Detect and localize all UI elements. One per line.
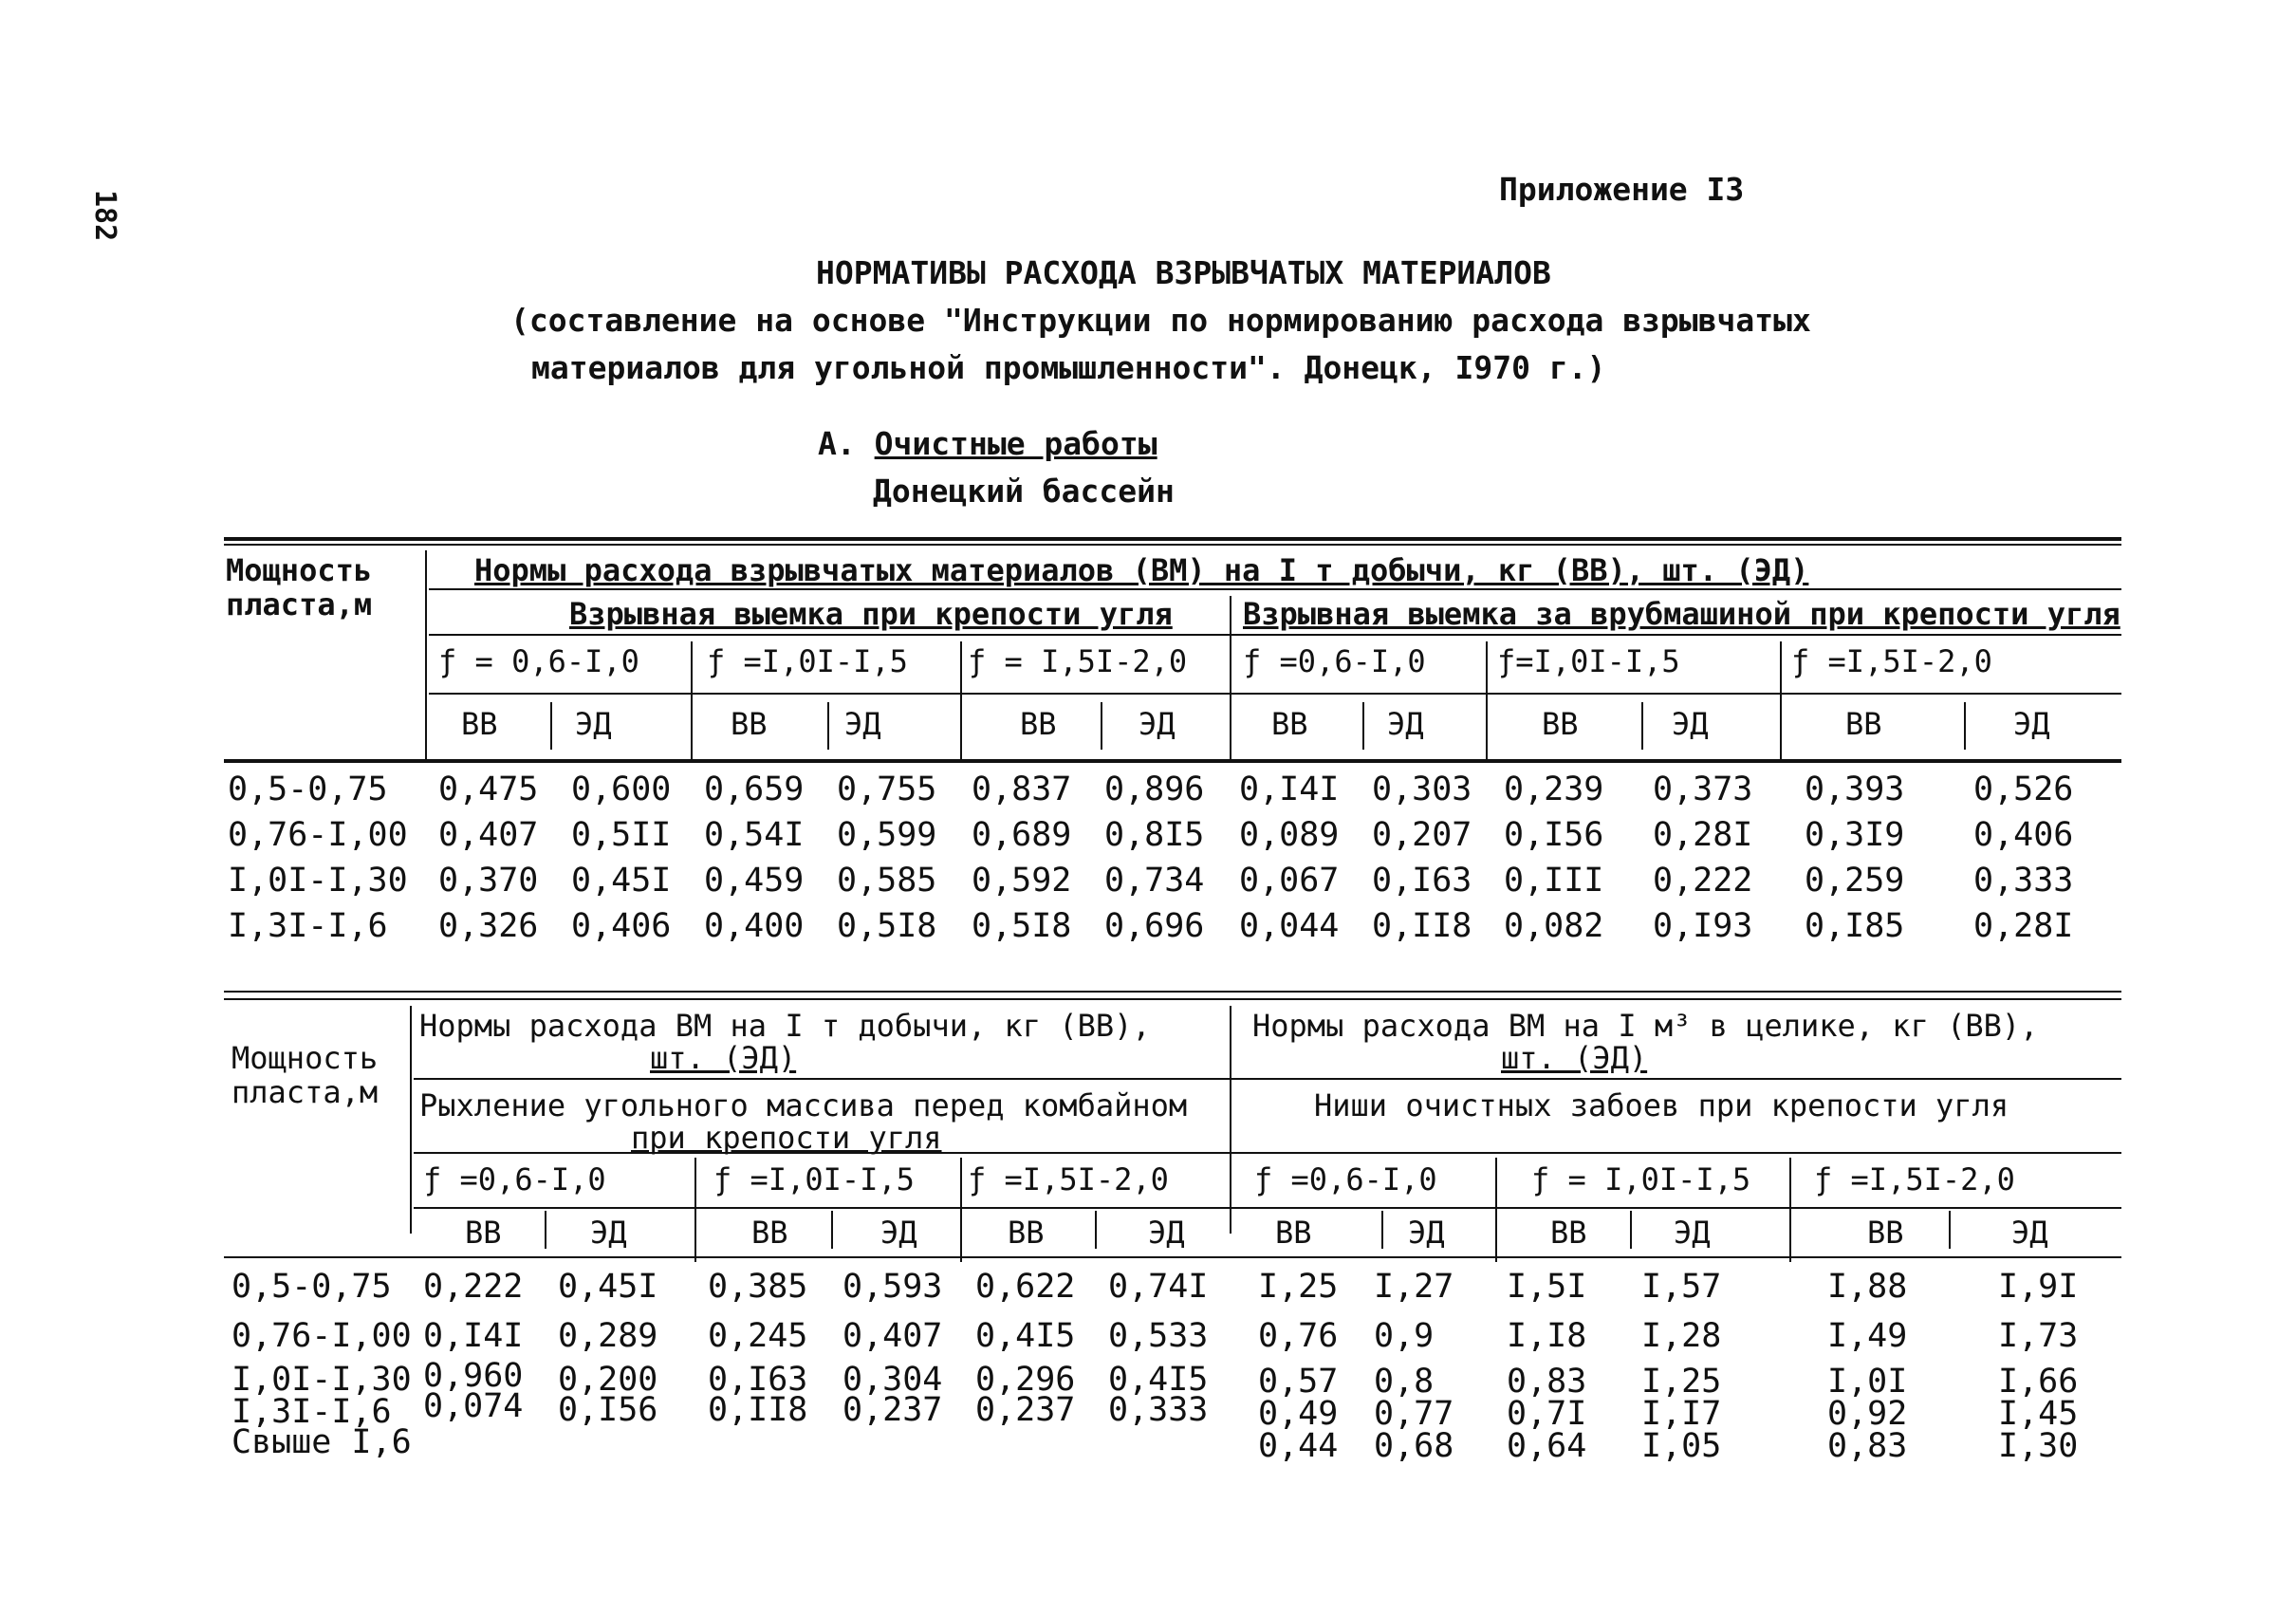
col-ed: ЭД [1148, 1215, 1185, 1251]
f-range: ƒ =0,6-I,0 [423, 1161, 606, 1197]
cell: 0,8I5 [1104, 816, 1205, 854]
cell: 0,200 [558, 1361, 658, 1399]
row-label: I,3I-I,6 [228, 907, 388, 945]
cell: 0,77 [1374, 1395, 1454, 1433]
column-divider [831, 1211, 833, 1249]
left-group-line2: при крепости угля [631, 1120, 942, 1156]
row-header-line2: пласта,м [226, 586, 373, 622]
cell: 0,7I [1507, 1395, 1587, 1433]
cell: 0,222 [1653, 862, 1753, 900]
rule [224, 544, 2121, 546]
col-vv: ВВ [1008, 1215, 1045, 1251]
cell: 0,896 [1104, 770, 1205, 808]
cell: 0,76 [1258, 1317, 1339, 1355]
f-range: ƒ =I,5I-2,0 [1814, 1161, 2015, 1197]
cell: 0,3I9 [1805, 816, 1905, 854]
cell: 0,689 [972, 816, 1072, 854]
f-range: ƒ =0,6-I,0 [1243, 643, 1426, 679]
cell: 0,9 [1374, 1317, 1435, 1355]
cell: 0,296 [975, 1361, 1076, 1399]
cell: 0,4I5 [1108, 1361, 1209, 1399]
rule [224, 998, 2121, 1000]
col-vv: ВВ [1271, 706, 1308, 742]
column-divider [691, 641, 693, 761]
row-label: 0,5-0,75 [231, 1268, 392, 1306]
basin-heading: Донецкий бассейн [873, 473, 1175, 510]
f-range: ƒ=I,0I-I,5 [1497, 643, 1680, 679]
cell: 0,326 [438, 907, 539, 945]
cell: 0,I85 [1805, 907, 1905, 945]
rule [224, 759, 2121, 763]
cell: 0,526 [1973, 770, 2074, 808]
col-ed: ЭД [1139, 706, 1176, 742]
column-divider [1101, 702, 1102, 750]
cell: 0,I56 [1504, 816, 1604, 854]
col-vv: ВВ [1867, 1215, 1904, 1251]
cell: 0,5I8 [837, 907, 937, 945]
cell: 0,475 [438, 770, 539, 808]
subtitle-line-1: (составление на основе "Инструкции по нормированию расхода взрывчатых [510, 302, 1811, 339]
col-vv: ВВ [1845, 706, 1882, 742]
cell: 0,83 [1827, 1427, 1908, 1465]
cell: I,25 [1258, 1268, 1339, 1306]
column-divider [1964, 702, 1966, 750]
cell: I,66 [1998, 1363, 2079, 1401]
row-label: I,3I-I,6 [231, 1393, 392, 1431]
cell: I,73 [1998, 1317, 2079, 1355]
right-header-line1: Нормы расхода ВМ на I м³ в целике, кг (ВВ), [1252, 1008, 2039, 1044]
cell: 0,68 [1374, 1427, 1454, 1465]
rule [224, 537, 2121, 541]
cell: 0,289 [558, 1317, 658, 1355]
cell: 0,5I8 [972, 907, 1072, 945]
col-vv: ВВ [465, 1215, 502, 1251]
cell: I,28 [1641, 1317, 1722, 1355]
col-ed: ЭД [1387, 706, 1424, 742]
cell: I,45 [1998, 1395, 2079, 1433]
f-range: ƒ =I,5I-2,0 [1791, 643, 1992, 679]
col-ed: ЭД [1674, 1215, 1711, 1251]
cell: 0,622 [975, 1268, 1076, 1306]
cell: 0,734 [1104, 862, 1205, 900]
cell: 0,45I [571, 862, 672, 900]
column-divider [425, 550, 427, 761]
cell: 0,407 [842, 1317, 943, 1355]
cell: 0,593 [842, 1268, 943, 1306]
cell: 0,237 [842, 1391, 943, 1429]
cell: 0,I56 [558, 1391, 658, 1429]
cell: I,49 [1827, 1317, 1908, 1355]
column-divider [1789, 1158, 1791, 1262]
row-header-line1: Мощность [231, 1040, 379, 1076]
cell: 0,406 [1973, 816, 2074, 854]
rule [414, 1078, 2121, 1080]
rule [414, 1152, 2121, 1154]
page-title: НОРМАТИВЫ РАСХОДА ВЗРЫВЧАТЫХ МАТЕРИАЛОВ [816, 254, 1551, 291]
cell: 0,II8 [1372, 907, 1472, 945]
cell: 0,28I [1653, 816, 1753, 854]
cell: 0,I4I [423, 1317, 524, 1355]
cell: 0,044 [1239, 907, 1340, 945]
column-divider [960, 641, 962, 761]
cell: I,88 [1827, 1268, 1908, 1306]
cell: 0,222 [423, 1268, 524, 1306]
cell: 0,304 [842, 1361, 943, 1399]
rule [429, 634, 2121, 636]
cell: 0,370 [438, 862, 539, 900]
cell: 0,8 [1374, 1363, 1435, 1401]
cell: 0,755 [837, 770, 937, 808]
row-label: I,0I-I,30 [231, 1361, 412, 1399]
col-ed: ЭД [880, 1215, 917, 1251]
rule [414, 1207, 2121, 1209]
cell: 0,400 [704, 907, 805, 945]
cell: 0,II8 [708, 1391, 808, 1429]
cell: 0,067 [1239, 862, 1340, 900]
row-label: 0,76-I,00 [231, 1317, 412, 1355]
col-ed: ЭД [1672, 706, 1709, 742]
cell: 0,III [1504, 862, 1604, 900]
col-ed: ЭД [575, 706, 612, 742]
cell: 0,44 [1258, 1427, 1339, 1465]
left-header-line1: Нормы расхода ВМ на I т добычи, кг (ВВ), [419, 1008, 1151, 1044]
cell: 0,082 [1504, 907, 1604, 945]
right-group: Ниши очистных забоев при крепости угля [1314, 1087, 2009, 1123]
cell: 0,533 [1108, 1317, 1209, 1355]
row-label: Свыше I,6 [231, 1423, 412, 1461]
f-range: ƒ = 0,6-I,0 [438, 643, 639, 679]
rule [429, 693, 2121, 695]
cell: 0,28I [1973, 907, 2074, 945]
cell: 0,459 [704, 862, 805, 900]
page-number: 182 [88, 190, 121, 242]
cell: 0,406 [571, 907, 672, 945]
row-label: 0,5-0,75 [228, 770, 388, 808]
cell: I,57 [1641, 1268, 1722, 1306]
col-ed: ЭД [1408, 1215, 1445, 1251]
row-header-line2: пласта,м [231, 1074, 379, 1110]
cell: 0,393 [1805, 770, 1905, 808]
column-divider [545, 1211, 546, 1249]
cell: 0,089 [1239, 816, 1340, 854]
column-divider [1495, 1158, 1497, 1262]
cell: 0,54I [704, 816, 805, 854]
col-vv: ВВ [1275, 1215, 1312, 1251]
cell: 0,960 [423, 1357, 524, 1395]
right-header-line2: шт. (ЭД) [1501, 1040, 1648, 1076]
cell: 0,837 [972, 770, 1072, 808]
cell: I,5I [1507, 1268, 1587, 1306]
cell: 0,585 [837, 862, 937, 900]
col-vv: ВВ [751, 1215, 788, 1251]
column-divider [410, 1006, 412, 1234]
column-divider [694, 1158, 696, 1262]
column-divider [1362, 702, 1364, 750]
f-range: ƒ =I,5I-2,0 [968, 1161, 1169, 1197]
cell: 0,333 [1973, 862, 2074, 900]
cell: 0,49 [1258, 1395, 1339, 1433]
column-divider [550, 702, 552, 750]
cell: 0,259 [1805, 862, 1905, 900]
left-group-line1: Рыхление угольного массива перед комбайном [419, 1087, 1188, 1123]
cell: I,30 [1998, 1427, 2079, 1465]
subtitle-line-2: материалов для угольной промышленности". Донецк, I970 г.) [531, 349, 1606, 386]
cell: 0,74I [1108, 1268, 1209, 1306]
cell: 0,385 [708, 1268, 808, 1306]
col-vv: ВВ [1020, 706, 1057, 742]
rule [224, 991, 2121, 993]
cell: 0,245 [708, 1317, 808, 1355]
column-divider [960, 1158, 962, 1262]
cell: 0,4I5 [975, 1317, 1076, 1355]
cell: 0,92 [1827, 1395, 1908, 1433]
cell: I,I8 [1507, 1317, 1587, 1355]
column-divider [1230, 1006, 1231, 1234]
column-divider [1641, 702, 1643, 750]
cell: 0,207 [1372, 816, 1472, 854]
f-range: ƒ = I,0I-I,5 [1531, 1161, 1751, 1197]
row-label: I,0I-I,30 [228, 862, 408, 900]
cell: 0,659 [704, 770, 805, 808]
rule [429, 588, 2121, 590]
row-label: 0,76-I,00 [228, 816, 408, 854]
cell: I,9I [1998, 1268, 2079, 1306]
cell: 0,239 [1504, 770, 1604, 808]
cell: 0,373 [1653, 770, 1753, 808]
cell: I,0I [1827, 1363, 1908, 1401]
cell: 0,I63 [708, 1361, 808, 1399]
column-divider [1949, 1211, 1951, 1249]
column-divider [1230, 596, 1231, 761]
cell: 0,83 [1507, 1363, 1587, 1401]
cell: I,I7 [1641, 1395, 1722, 1433]
column-divider [1095, 1211, 1097, 1249]
row-header-line1: Мощность [226, 552, 373, 588]
group-header-2: Взрывная выемка за врубмашиной при крепости угля [1243, 596, 2120, 632]
cell: 0,303 [1372, 770, 1472, 808]
cell: I,05 [1641, 1427, 1722, 1465]
cell: 0,333 [1108, 1391, 1209, 1429]
section-letter: А. [818, 425, 856, 462]
cell: 0,5II [571, 816, 672, 854]
cell: 0,599 [837, 816, 937, 854]
col-vv: ВВ [1542, 706, 1579, 742]
cell: 0,600 [571, 770, 672, 808]
cell: I,27 [1374, 1268, 1454, 1306]
column-divider [1780, 641, 1782, 761]
f-range: ƒ =I,0I-I,5 [713, 1161, 915, 1197]
cell: 0,64 [1507, 1427, 1587, 1465]
f-range: ƒ = I,5I-2,0 [968, 643, 1188, 679]
column-divider [1630, 1211, 1632, 1249]
appendix-label: Приложение I3 [1499, 171, 1745, 208]
column-divider [1486, 641, 1488, 761]
col-ed: ЭД [844, 706, 881, 742]
cell: 0,592 [972, 862, 1072, 900]
left-header-line2: шт. (ЭД) [650, 1040, 797, 1076]
f-range: ƒ =0,6-I,0 [1254, 1161, 1437, 1197]
cell: 0,237 [975, 1391, 1076, 1429]
cell: 0,074 [423, 1387, 524, 1425]
col-ed: ЭД [2013, 706, 2050, 742]
f-range: ƒ =I,0I-I,5 [707, 643, 908, 679]
col-vv: ВВ [1550, 1215, 1587, 1251]
col-vv: ВВ [461, 706, 498, 742]
cell: 0,I4I [1239, 770, 1340, 808]
column-divider [1381, 1211, 1383, 1249]
column-divider [827, 702, 829, 750]
cell: 0,57 [1258, 1363, 1339, 1401]
cell: 0,407 [438, 816, 539, 854]
cell: 0,I93 [1653, 907, 1753, 945]
col-ed: ЭД [2011, 1215, 2048, 1251]
cell: 0,45I [558, 1268, 658, 1306]
section-heading [818, 425, 1157, 462]
cell: 0,696 [1104, 907, 1205, 945]
section-name: Очистные работы [874, 425, 1157, 462]
cell: 0,I63 [1372, 862, 1472, 900]
main-header: Нормы расхода взрывчатых материалов (ВМ) на I т добычи, кг (ВВ), шт. (ЭД) [474, 552, 1809, 588]
cell: I,25 [1641, 1363, 1722, 1401]
group-header-1: Взрывная выемка при крепости угля [569, 596, 1173, 632]
col-ed: ЭД [590, 1215, 627, 1251]
rule [224, 1256, 2121, 1258]
col-vv: ВВ [731, 706, 768, 742]
